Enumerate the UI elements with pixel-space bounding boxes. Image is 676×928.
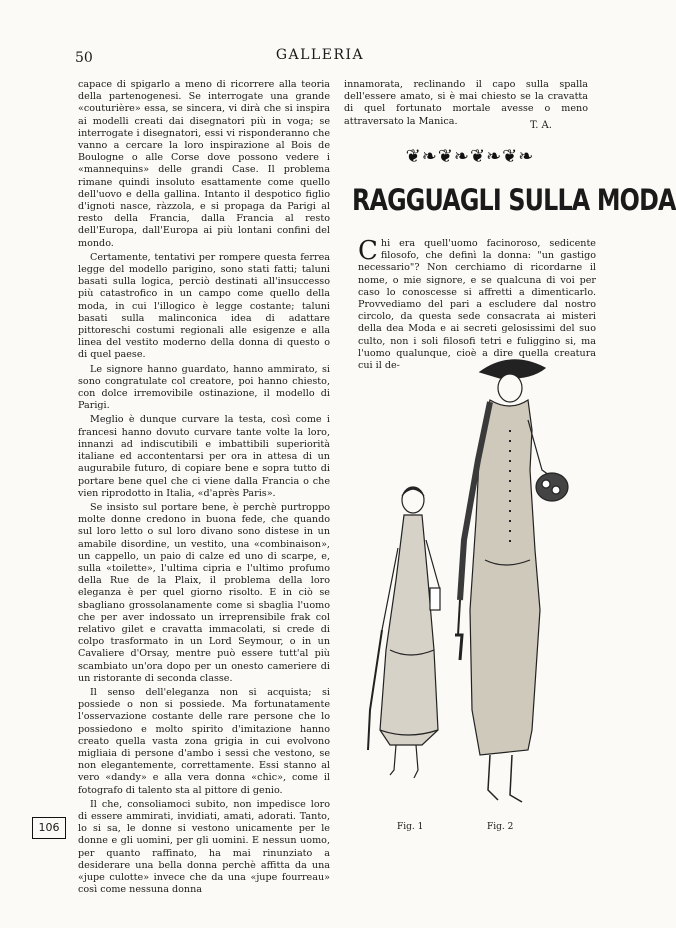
article-title: RAGGUAGLI SULLA MODA <box>352 183 676 217</box>
page-number: 50 <box>75 50 93 66</box>
figure-1-caption: Fig. 1 <box>397 822 424 832</box>
page-number-box: 106 <box>32 817 66 839</box>
drop-cap: C <box>358 236 378 266</box>
figure-2-drawing <box>455 360 568 802</box>
figure-2-caption: Fig. 2 <box>487 822 514 832</box>
ornament-divider: ❦❧❦❧❦❧❦❧ <box>405 146 535 167</box>
article-paragraph-text: hi era quell'uomo facinoroso, sedicente filosofo, che definì la donna: "un gastigo necessario"? Non cerchiamo di ricordarne il nome, o mie signore, e se qualcuna di voi per caso lo conoscesse si affretti a dimenticarlo. Provvediamo del pari a escludere dal nostro circolo, da questa sede consacrata ai misteri della dea Moda e ai secreti gelosissimi del suo culto, non i soli filosofi tetri e fuliggino si, ma l'uomo qualunque, cioè a dire quella creatura cui il de- <box>358 238 596 372</box>
left-paragraph: capace di spigarlo a meno di ricorrere alla teoria della partenogenesi. Se interrogate una grande «couturière» essa, se sincera, vi dirà che si inspira ai modelli creati dai disegnatori più in voga; se interrogate i disegnatori, essi vi risponderanno che vanno a cercare la loro inspirazione al Bois de Boulogne o alle Corse dove possono vedere i «mannequins» delle grandi Case. Il problema rimane quindi insoluto esattamente come quello dell'uovo e della gallina. Intanto il despotico figlio d'ignoti nasce, ràzzola, e si propaga da Parigi al resto della Francia, dalla Francia al resto dell'Europa, dall'Europa ai più lontani confini del mondo. <box>78 79 330 249</box>
left-paragraph: Le signore hanno guardato, hanno ammirato, si sono congratulate col creatore, poi hanno chiesto, con dolce irremovibile ostinazione, il modello di Parigi. <box>78 363 330 412</box>
running-head-title: GALLERIA <box>275 47 365 63</box>
left-paragraph: Il senso dell'eleganza non si acquista; si possiede o non si possiede. Ma fortunatamente l'osservazione costante delle rare persone che lo possiedono e molto spirito d'imitazione hanno creato quella vasta zona grigia in cui evolvono migliaia di persone d'ambo i sessi che vestono, se non elegantemente, correttamente. Essi stanno al vero «dandy» e alla vera donna «chic», come il fotografo di talento sta al pittore di genio. <box>78 686 330 796</box>
figure-1-drawing <box>368 487 440 778</box>
right-top-paragraph: innamorata, reclinando il capo sulla spalla dell'essere amato, si è mai chiesto se la cravatta di quel fortunato mortale avesse o meno attraversato la Manica. <box>344 79 588 127</box>
left-paragraph: Certamente, tentativi per rompere questa ferrea legge del modello parigino, sono stati fatti; taluni basati sulla logica, perciò destinati all'insuccesso più catastrofico in un campo come quello della moda, in cui l'illogico è legge costante; taluni basati sulla malinconica idea di adattare pittoreschi costumi regionali alle esigenze e alla linea del vestito moderno della donna di questo o di quel paese. <box>78 251 330 361</box>
left-column <box>78 79 330 898</box>
author-signature: T. A. <box>530 120 552 131</box>
left-paragraph: Meglio è dunque curvare la testa, così come i francesi hanno dovuto curvare tante volte la loro, innanzi ad indiscutibili e imbattibili superiorità italiane ed accontentarsi per ora in attesa di un augurabile futuro, di copiare bene e sopra tutto di portare bene quel che ci viene dalla Francia o che vien riprodotto in Italia, «d'après Paris». <box>78 414 330 499</box>
left-paragraph: Il che, consoliamoci subito, non impedisce loro di essere ammirati, invidiati, amati, adorati. Tanto, lo si sa, le donne si vestono unicamente per le donne e gli uomini, per gli uomini. E nessun uomo, per quanto raffinato, ha mai rinunziato a desiderare una bella donna perchè affitta da una «jupe culotte» invece che da una «jupe fourreau» così come nessuna donna <box>78 798 330 896</box>
fashion-illustration <box>360 350 590 820</box>
left-paragraph: Se insisto sul portare bene, è perchè purtroppo molte donne credono in buona fede, che quando sul loro letto o sul loro divano sono distese in un amabile disordine, un vestito, una «combinaison», un cappello, un paio di calze ed uno di scarpe, e, sulla «toilette», l'ultima cipria e l'ultimo profumo della Rue de la Plaix, il problema della loro eleganza è per quel giorno risolto. E in ciò se sbagliano grossolanamente come si sbaglia l'uomo che per aver indossato un irreprensibile frak col relativo gilet e cravatta immacolati, si crede di colpo trasformato in un Lord Seymour, o in un Cavaliere d'Orsay, mentre può essere tutt'al più scambiato un'ora dopo per un onesto cameriere di un ristorante di seconda classe. <box>78 501 330 684</box>
